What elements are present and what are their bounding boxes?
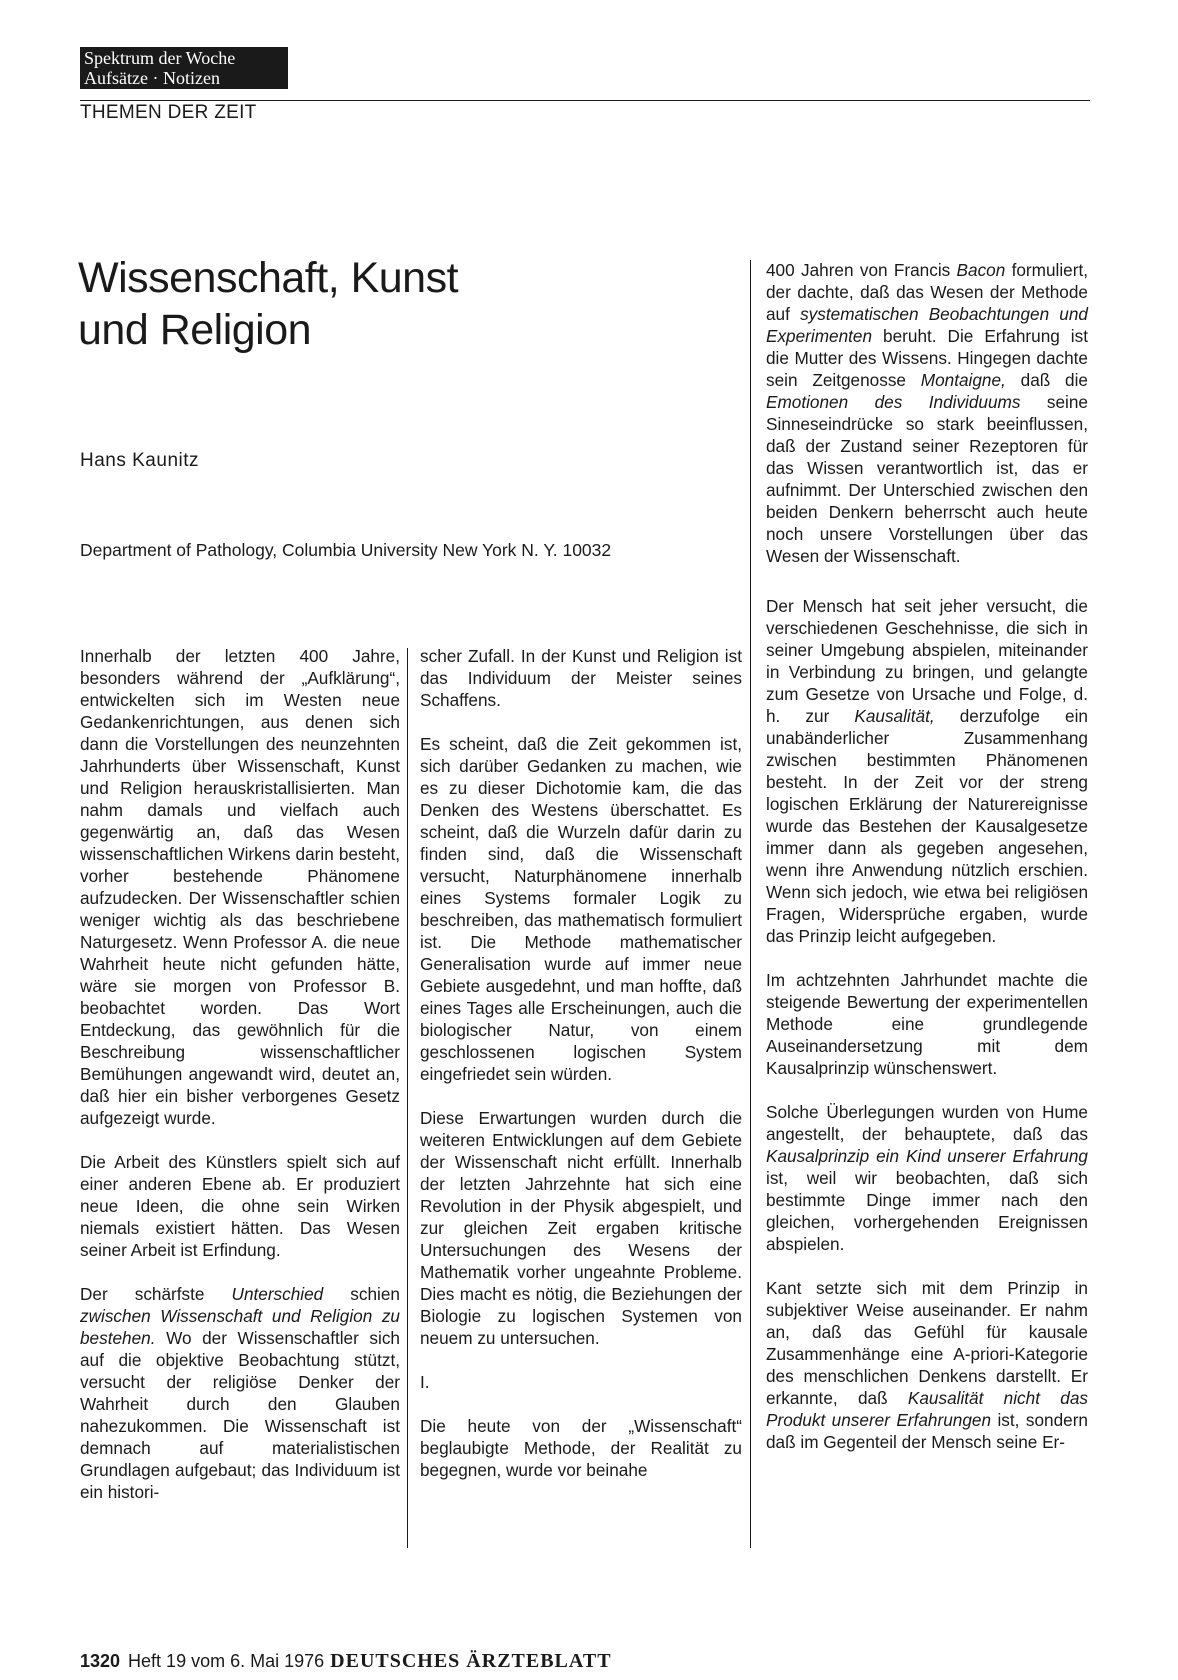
column-1 xyxy=(80,645,400,1503)
page-number: 1320 xyxy=(80,1651,121,1671)
col2-paragraph-3: Diese Erwartungen wurden durch die weiteren Entwicklungen auf dem Gebiete der Wissenschaft nicht erfüllt. Innerhalb der letzten Jahrzehnte hat sich eine Revolution in der Physik abgespielt, und zur gleichen Zeit ergaben kritische Untersuchungen des Wesens der Mathematik vorher ungeahnte Probleme. Dies macht es nötig, die Beziehungen der Biologie zu logischen Systemen von neuem zu untersuchen. xyxy=(420,1108,742,1348)
header-rule xyxy=(80,100,1090,101)
col1-paragraph-2: Die Arbeit des Künstlers spielt sich auf einer anderen Ebene ab. Er produziert neue Ideen, die ohne sein Wirken niemals existiert hätten. Das Wesen seiner Arbeit ist Erfindung. xyxy=(80,1152,400,1260)
col3-paragraph-5: Kant setzte sich mit dem Prinzip in subjektiver Weise auseinander. Er nahm an, daß das Gefühl für kausale Zusammenhänge eine A-priori-Kategorie des menschlichen Denkens darstellt. Er erkannte, daß Kausalität nicht das Produkt unserer Erfahrungen ist, sondern daß im Gegenteil der Mensch seine Er- xyxy=(766,1278,1088,1452)
col2-paragraph-4: Die heute von der „Wissenschaft“ beglaubigte Methode, der Realität zu begegnen, wurde vor beinahe xyxy=(420,1416,742,1480)
title-line1: Wissenschaft, Kunst xyxy=(78,254,459,302)
column-3 xyxy=(766,259,1088,1453)
column-divider-1 xyxy=(407,648,408,1548)
affiliation: Department of Pathology, Columbia University New York N. Y. 10032 xyxy=(80,540,612,560)
author: Hans Kaunitz xyxy=(80,450,200,471)
col3-paragraph-4: Solche Überlegungen wurden von Hume angestellt, der behauptete, daß das Kausalprinzip ein Kind unserer Erfahrung ist, weil wir beobachten, daß sich bestimmte Dinge immer nach den gleichen, vorhergehenden Ereignissen abspielen. xyxy=(766,1102,1088,1254)
title-line2: und Religion xyxy=(78,306,312,354)
col3-paragraph-2: Der Mensch hat seit jeher versucht, die verschiedenen Geschehnisse, die sich in seiner Umgebung abspielen, miteinander in Verbindung zu bringen, und gelangte zum Gesetze von Ursache und Folge, d. h. zur Kausalität, derzufolge ein unabänderlicher Zusammenhang zwischen bestimmten Phänomenen besteht. In der Zeit vor der streng logischen Erklärung der Naturereignisse wurde das Bestehen der Kausalgesetze immer dann als gegeben angesehen, wenn ihre Anwendung nützlich erschien. Wenn sich jedoch, wie etwa bei religiösen Fragen, Widersprüche ergaben, wurde das Prinzip leicht aufgegeben. xyxy=(766,596,1088,946)
col2-paragraph-1: scher Zufall. In der Kunst und Religion ist das Individuum der Meister seines Schaffens. xyxy=(420,646,742,710)
column-2 xyxy=(420,645,742,1481)
col2-paragraph-2: Es scheint, daß die Zeit gekommen ist, sich darüber Gedanken zu machen, wie es zu dieser Dichotomie kam, die das Denken des Westens überschattet. Es scheint, daß die Wurzeln dafür darin zu finden sind, daß die Wissenschaft versucht, Naturphänomene innerhalb eines Systems formaler Logik zu beschreiben, das mathematisch formuliert ist. Die Methode mathematischer Generalisation wurde auf immer neue Gebiete ausgedehnt, und man hoffte, daß eines Tages alle Erscheinungen, auch die biologischer Natur, von einem geschlossenen logischen System eingefriedet sein würden. xyxy=(420,734,742,1084)
col1-paragraph-3: Der schärfste Unterschied schien zwischen Wissenschaft und Religion zu bestehen. Wo der Wissenschaftler sich auf die objektive Beobachtung stützt, versucht der religiöse Denker der Wahrheit durch den Glauben nahezukommen. Die Wissenschaft ist demnach auf materialistischen Grundlagen aufgebaut; das Individuum ist ein histori- xyxy=(80,1284,400,1502)
article-title xyxy=(78,252,718,356)
col1-paragraph-1: Innerhalb der letzten 400 Jahre, besonders während der „Aufklärung“, entwickelten sich im Westen neue Gedankenrichtungen, aus denen sich dann die Vorstellungen des neunzehnten Jahrhunderts über Wissenschaft, Kunst und Religion herauskristallisierten. Man nahm damals und vielfach auch gegenwärtig an, daß das Wesen wissenschaftlichen Wirkens darin besteht, vorher bestehende Phänomene aufzudecken. Der Wissenschaftler schien weniger wichtig als das beschriebene Naturgesetz. Wenn Professor A. die neue Wahrheit heute nicht gefunden hätte, wäre sie morgen von Professor B. beobachtet worden. Das Wort Entdeckung, das gewöhnlich für die Beschreibung wissenschaftlicher Bemühungen angewandt wird, deutet an, daß hier ein bisher verborgenes Gesetz aufgezeigt wurde. xyxy=(80,646,400,1128)
issue-info: Heft 19 vom 6. Mai 1976 xyxy=(128,1651,325,1671)
col3-paragraph-1: 400 Jahren von Francis Bacon formuliert, der dachte, daß das Wesen der Methode auf systematischen Beobachtungen und Experimenten beruht. Die Erfahrung ist die Mutter des Wissens. Hingegen dachte sein Zeitgenosse Montaigne, daß die Emotionen des Individuums seine Sinneseindrücke so stark beeinflussen, daß der Zustand seiner Rezeptoren für das Wissen verantwortlich ist, das er aufnimmt. Der Unterschied zwischen den beiden Denkern beherrscht auch heute noch unsere Vorstellungen über das Wesen der Wissenschaft. xyxy=(766,260,1088,566)
section-label-line1: Spektrum der Woche xyxy=(84,48,236,68)
page-footer xyxy=(80,1650,612,1673)
section-label xyxy=(80,47,288,89)
column-divider-2 xyxy=(750,260,751,1548)
section-label-line2: Aufsätze · Notizen xyxy=(84,68,220,88)
kicker: THEMEN DER ZEIT xyxy=(80,102,257,123)
journal-name: DEUTSCHES ÄRZTEBLATT xyxy=(330,1650,612,1672)
col3-paragraph-3: Im achtzehnten Jahrhundet machte die steigende Bewertung der experimentellen Methode eine grundlegende Auseinandersetzung mit dem Kausalprinzip wünschenswert. xyxy=(766,970,1088,1078)
section-heading: I. xyxy=(420,1372,430,1392)
